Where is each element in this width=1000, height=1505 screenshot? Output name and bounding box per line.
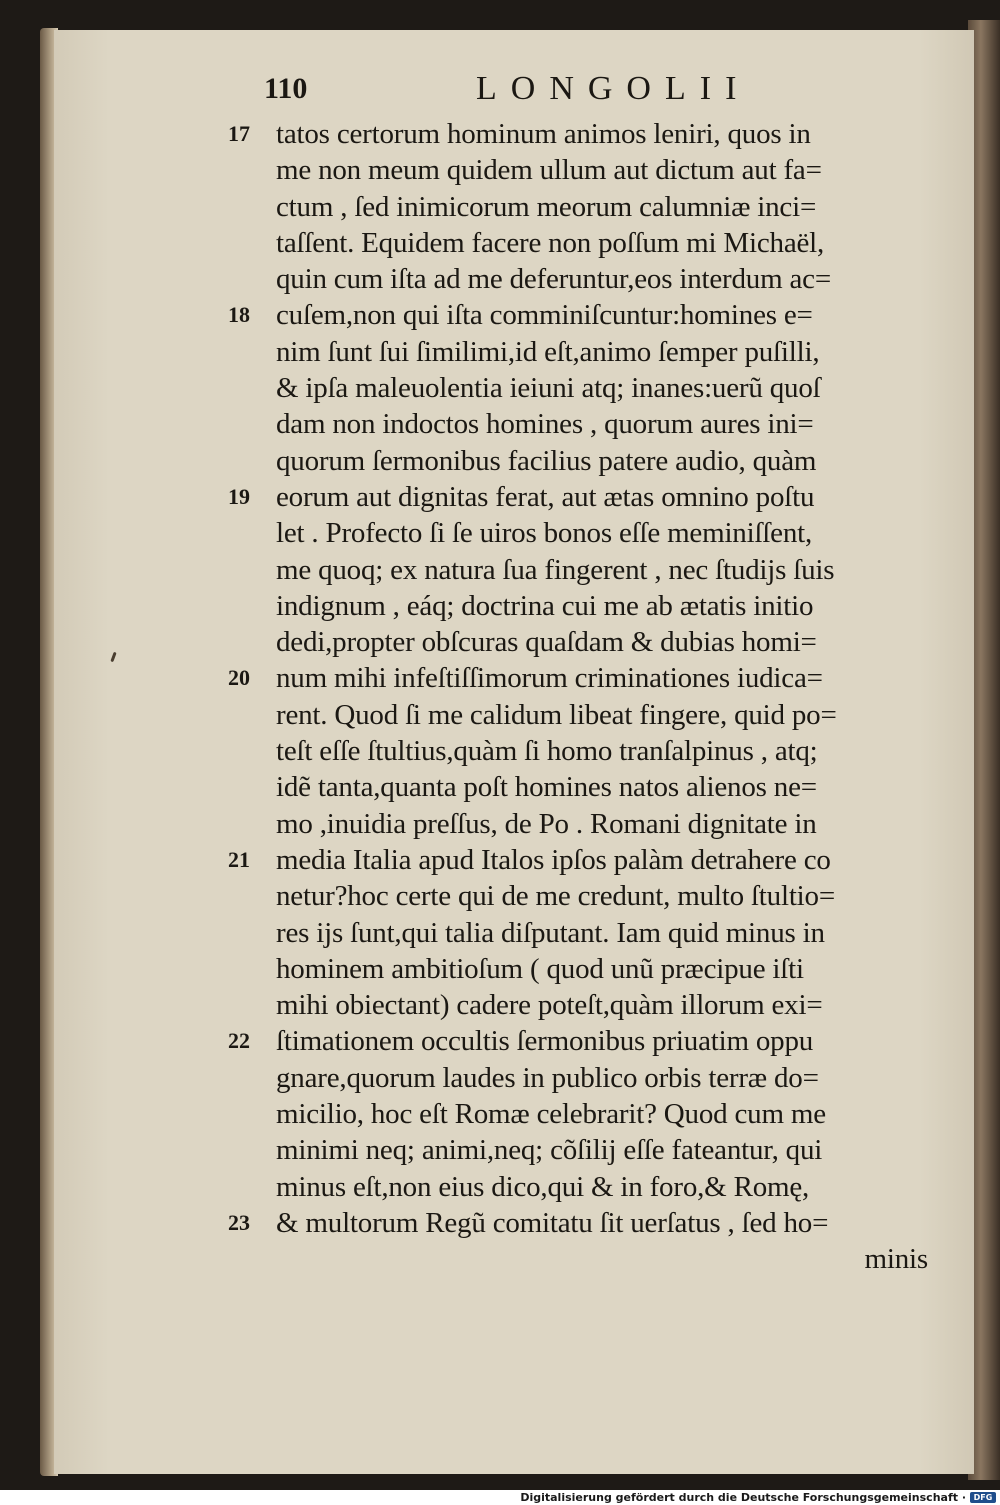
line-text: netur?hoc certe qui de me credunt, multo ſtultio=	[276, 880, 835, 913]
catchword-line	[228, 1241, 928, 1277]
line-text: me quoq; ex natura ſua fingerent , nec ſtudijs ſuis	[276, 553, 835, 586]
line-text: cuſem,non qui iſta comminiſcuntur:homines e=	[276, 299, 813, 332]
text-line	[228, 1132, 928, 1168]
text-line	[228, 225, 928, 261]
line-text: idẽ tanta,quanta poſt homines natos alienos ne=	[276, 771, 817, 804]
text-line	[228, 1205, 928, 1241]
margin-line-number: 18	[228, 302, 250, 328]
margin-line-number: 21	[228, 846, 250, 872]
line-text: minimi neq; animi,neq; cõſilij eſſe fateantur, qui	[276, 1134, 823, 1167]
text-line	[228, 152, 928, 188]
text-line	[228, 733, 928, 769]
line-text: dedi,propter obſcuras quaſdam & dubias homi=	[276, 626, 817, 659]
line-text: eorum aut dignitas ferat, aut ætas omnino poſtu	[276, 480, 815, 513]
text-line	[228, 769, 928, 805]
text-line	[228, 842, 928, 878]
text-line	[228, 1023, 928, 1059]
text-line	[228, 297, 928, 333]
margin-line-number: 17	[228, 121, 250, 146]
line-text: dam non indoctos homines , quorum aures ini=	[276, 408, 814, 441]
line-text: media Italia apud Italos ipſos palàm detrahere co	[276, 843, 831, 876]
line-text: tatos certorum hominum animos leniri, quos in	[276, 118, 811, 150]
text-line	[228, 261, 928, 297]
margin-line-number: 20	[228, 665, 250, 691]
line-text: num mihi infeſtiſſimorum criminationes iudica=	[276, 662, 823, 695]
line-text: ſtimationem occultis ſermonibus priuatim oppu	[276, 1025, 814, 1058]
margin-line-number: 22	[228, 1028, 250, 1054]
line-text: ctum , ſed inimicorum meorum calumniæ inci=	[276, 190, 817, 223]
text-line	[228, 1169, 928, 1205]
text-line	[228, 951, 928, 987]
line-text: gnare,quorum laudes in publico orbis terræ do=	[276, 1061, 819, 1094]
catchword: minis	[864, 1243, 928, 1276]
text-line	[228, 987, 928, 1023]
text-line	[228, 1096, 928, 1132]
running-head-title: LONGOLII	[476, 70, 751, 107]
line-text: & ipſa maleuolentia ieiuni atq; inanes:uerũ quoſ	[276, 372, 821, 405]
line-text: mihi obiectant) cadere poteſt,quàm illorum exi=	[276, 989, 823, 1022]
text-line	[228, 443, 928, 479]
text-line	[228, 189, 928, 225]
line-text: res ijs ſunt,qui talia diſputant. Iam quid minus in	[276, 916, 825, 949]
text-line	[228, 1060, 928, 1096]
text-block	[228, 116, 928, 1278]
line-text: let . Profecto ſi ſe uiros bonos eſſe meminiſſent,	[276, 517, 813, 550]
text-line	[228, 806, 928, 842]
line-text: minus eſt,non eius dico,qui & in foro,& Romę,	[276, 1170, 810, 1203]
text-line	[228, 588, 928, 624]
text-line	[228, 334, 928, 370]
text-line	[228, 479, 928, 515]
line-text: quin cum iſta ad me deferuntur,eos interdum ac=	[276, 263, 831, 296]
text-line	[228, 660, 928, 696]
text-line	[228, 697, 928, 733]
margin-line-number: 23	[228, 1209, 250, 1235]
line-text: teſt eſſe ſtultius,quàm ſi homo tranſalpinus , atq;	[276, 735, 818, 768]
line-text: taſſent. Equidem facere non poſſum mi Michaël,	[276, 226, 825, 259]
line-text: rent. Quod ſi me calidum libeat fingere, quid po=	[276, 698, 837, 731]
funding-credit: Digitalisierung gefördert durch die Deutsche Forschungsgemeinschaft ·	[520, 1491, 966, 1504]
line-text: mo ,inuidia preſſus, de Po . Romani dignitate in	[276, 807, 817, 840]
text-line	[228, 624, 928, 660]
line-text: & multorum Regũ comitatu ſit uerſatus , ſed ho=	[276, 1206, 829, 1239]
margin-line-number: 19	[228, 483, 250, 509]
page-number: 110	[264, 72, 308, 105]
running-head	[0, 70, 1000, 114]
footer-bar	[0, 1490, 1000, 1505]
text-line	[228, 515, 928, 551]
text-line	[228, 116, 928, 152]
line-text: indignum , eáq; doctrina cui me ab ætatis initio	[276, 589, 814, 622]
line-text: me non meum quidem ullum aut dictum aut fa=	[276, 154, 822, 187]
text-line	[228, 370, 928, 406]
text-line	[228, 552, 928, 588]
line-text: micilio, hoc eſt Romæ celebrarit? Quod cum me	[276, 1098, 826, 1131]
dfg-logo: DFG	[970, 1492, 996, 1503]
text-line	[228, 406, 928, 442]
line-text: hominem ambitioſum ( quod unũ præcipue iſti	[276, 952, 804, 985]
line-text: quorum ſermonibus facilius patere audio, quàm	[276, 444, 817, 477]
text-line	[228, 878, 928, 914]
text-line	[228, 915, 928, 951]
line-text: nim ſunt ſui ſimilimi,id eſt,animo ſemper puſilli,	[276, 335, 820, 368]
